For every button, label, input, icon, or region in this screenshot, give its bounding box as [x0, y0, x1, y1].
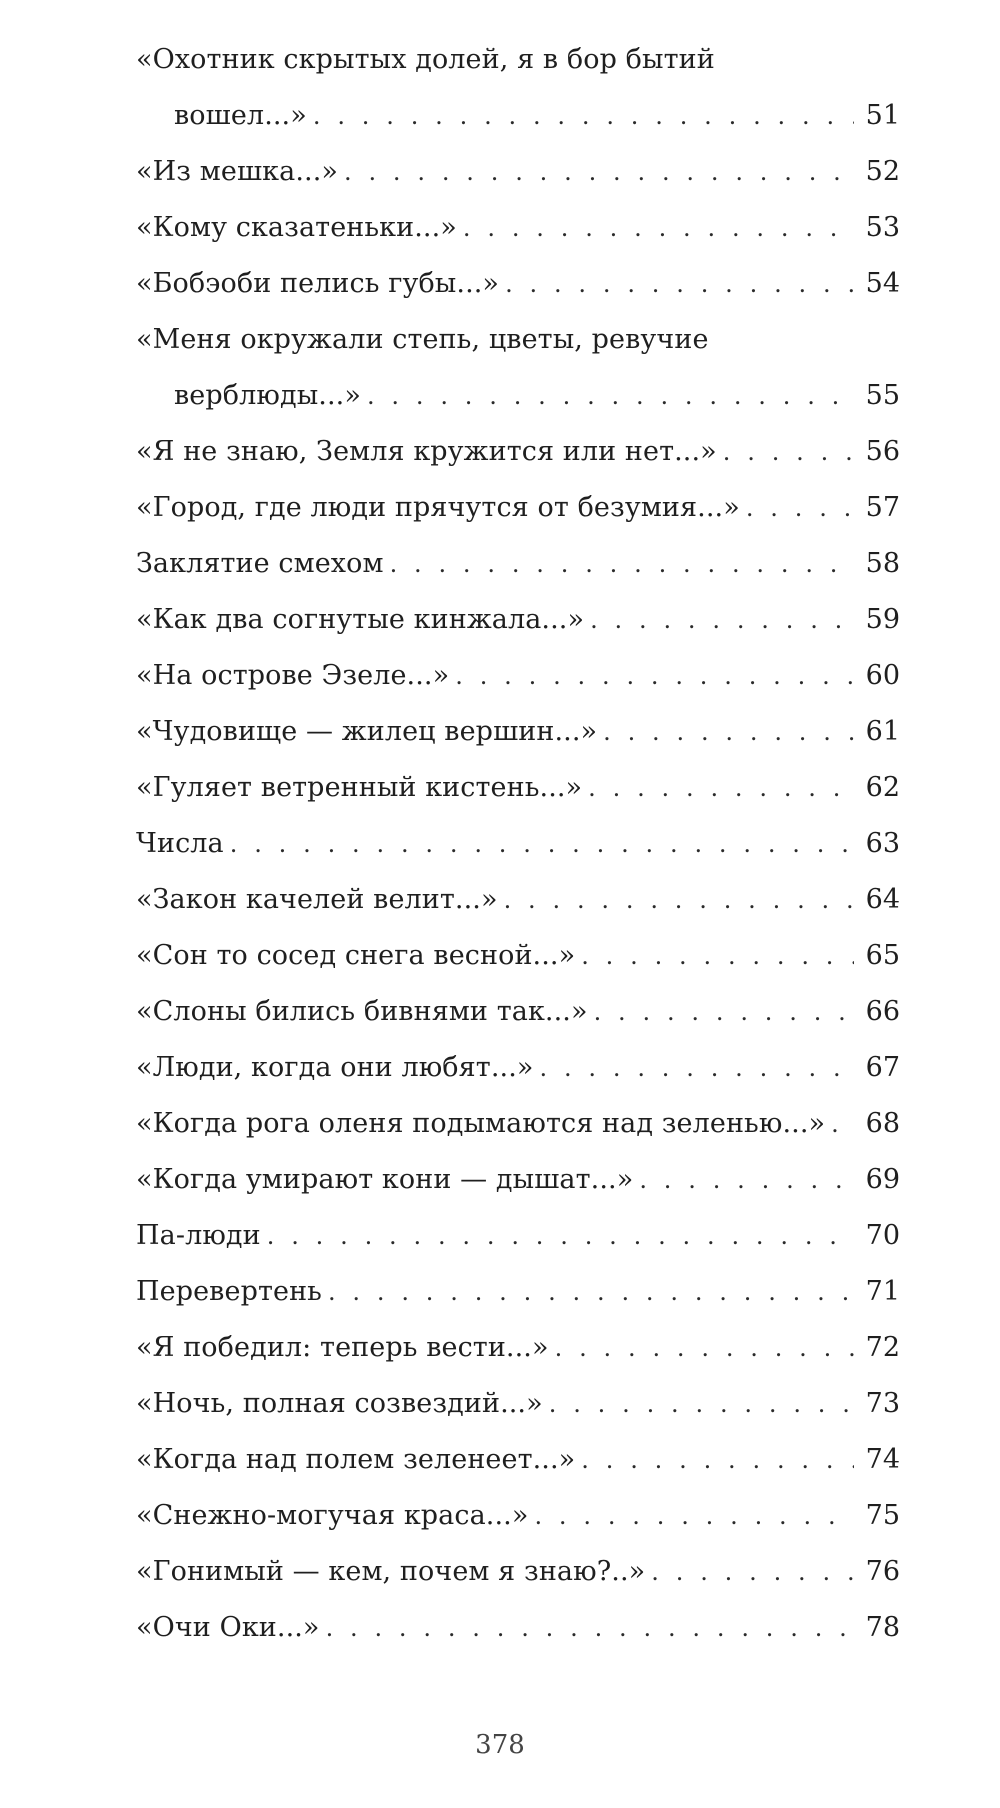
dot-leader	[651, 1544, 854, 1600]
toc-entry	[136, 1264, 900, 1320]
toc-entry-title: «Когда умирают кони — дышат...»	[136, 1164, 634, 1195]
toc-entry-page-number: 59	[865, 604, 900, 635]
toc-entry-line	[136, 872, 900, 928]
dot-leader	[504, 872, 854, 928]
toc-entry-line	[136, 1320, 900, 1376]
toc-entry-line	[136, 256, 900, 312]
toc-entry	[136, 200, 900, 256]
toc-entry-line	[136, 1152, 900, 1208]
toc-entry-line	[136, 648, 900, 704]
toc-entry-title: «Как два согнутые кинжала...»	[136, 604, 585, 635]
toc-entry-page-number: 58	[865, 548, 900, 579]
toc-entry-line	[136, 1040, 900, 1096]
toc-entry-title: «Очи Оки...»	[136, 1612, 320, 1643]
toc-entry-title: «Гонимый — кем, почем я знаю?..»	[136, 1556, 646, 1587]
toc-entry	[136, 424, 900, 480]
dot-leader	[267, 1208, 854, 1264]
dot-leader	[390, 536, 854, 592]
toc-entry-page-number: 69	[865, 1164, 900, 1195]
toc-entry-title: «Люди, когда они любят...»	[136, 1052, 534, 1083]
dot-leader	[723, 424, 854, 480]
toc-entry-title: «Ночь, полная созвездий...»	[136, 1388, 543, 1419]
toc-entry	[136, 1040, 900, 1096]
dot-leader	[746, 480, 854, 536]
toc-entry-title: «Когда рога оленя подымаются над зеленью...»	[136, 1108, 826, 1139]
toc-entry-title: Числа	[136, 828, 224, 859]
toc-entry	[136, 536, 900, 592]
toc-entry	[136, 1320, 900, 1376]
toc-entry	[136, 256, 900, 312]
toc-entry-title: «Слоны бились бивнями так...»	[136, 996, 588, 1027]
toc-entry	[136, 1376, 900, 1432]
toc-entry	[136, 144, 900, 200]
toc-entry-page-number: 76	[865, 1556, 900, 1587]
toc-entry-page-number: 56	[865, 436, 900, 467]
toc-entry	[136, 928, 900, 984]
toc-entry-page-number: 53	[865, 212, 900, 243]
dot-leader	[555, 1320, 854, 1376]
toc-entry-line	[136, 424, 900, 480]
toc-entry	[136, 1432, 900, 1488]
toc-entry-page-number: 74	[865, 1444, 900, 1475]
toc-entry-title: «Чудовище — жилец вершин...»	[136, 716, 598, 747]
dot-leader	[540, 1040, 854, 1096]
table-of-contents	[136, 32, 900, 1656]
toc-entry	[136, 32, 900, 144]
toc-entry-page-number: 52	[865, 156, 900, 187]
toc-entry	[136, 704, 900, 760]
toc-entry-title: «Гуляет ветренный кистень...»	[136, 772, 583, 803]
dot-leader	[603, 704, 854, 760]
dot-leader	[344, 144, 854, 200]
toc-entry-title: «Бобэоби пелись губы...»	[136, 268, 500, 299]
toc-entry-line	[136, 480, 900, 536]
toc-entry-title: «Я не знаю, Земля кружится или нет...»	[136, 436, 717, 467]
toc-entry	[136, 872, 900, 928]
toc-entry-page-number: 73	[865, 1388, 900, 1419]
page-number-footer: 378	[475, 1730, 525, 1760]
toc-entry-line	[136, 1600, 900, 1656]
toc-entry	[136, 1488, 900, 1544]
toc-entry	[136, 648, 900, 704]
toc-entry-title: «Сон то сосед снега весной...»	[136, 940, 576, 971]
toc-entry-page-number: 51	[865, 100, 900, 131]
toc-entry	[136, 1152, 900, 1208]
toc-entry-page-number: 72	[865, 1332, 900, 1363]
toc-entry-line	[136, 1208, 900, 1264]
toc-entry	[136, 984, 900, 1040]
toc-entry-page-number: 63	[865, 828, 900, 859]
toc-entry-title: «Снежно-могучая краса...»	[136, 1500, 529, 1531]
dot-leader	[549, 1376, 854, 1432]
toc-entry-line	[136, 200, 900, 256]
toc-entry-title: «Я победил: теперь вести...»	[136, 1332, 549, 1363]
dot-leader	[581, 1432, 854, 1488]
toc-entry-page-number: 64	[865, 884, 900, 915]
toc-entry-title: «Из мешка...»	[136, 156, 338, 187]
toc-entry-title: «На острове Эзеле...»	[136, 660, 450, 691]
toc-entry-page-number: 66	[865, 996, 900, 1027]
toc-entry-page-number: 71	[865, 1276, 900, 1307]
toc-entry-page-number: 60	[865, 660, 900, 691]
toc-entry-title: вошел...»	[174, 100, 307, 131]
toc-entry-line	[136, 32, 900, 88]
dot-leader	[831, 1096, 854, 1152]
toc-entry-line	[136, 1432, 900, 1488]
toc-entry-page-number: 68	[865, 1108, 900, 1139]
dot-leader	[594, 984, 854, 1040]
toc-entry	[136, 480, 900, 536]
toc-entry-page-number: 61	[865, 716, 900, 747]
dot-leader	[463, 200, 854, 256]
toc-entry-title: Перевертень	[136, 1276, 322, 1307]
toc-entry-title: Па-люди	[136, 1220, 261, 1251]
dot-leader	[534, 1488, 854, 1544]
toc-entry-line	[136, 1264, 900, 1320]
toc-entry-title: Заклятие смехом	[136, 548, 384, 579]
toc-entry-title: «Кому сказатеньки...»	[136, 212, 457, 243]
toc-entry-page-number: 78	[865, 1612, 900, 1643]
toc-entry-page-number: 55	[865, 380, 900, 411]
toc-entry-title: «Закон качелей велит...»	[136, 884, 498, 915]
toc-entry-line	[136, 1544, 900, 1600]
toc-entry	[136, 816, 900, 872]
toc-entry-line	[136, 1376, 900, 1432]
toc-entry-title: «Охотник скрытых долей, я в бор бытий	[136, 44, 715, 75]
toc-entry-page-number: 57	[865, 492, 900, 523]
toc-entry-title: «Когда над полем зеленеет...»	[136, 1444, 576, 1475]
dot-leader	[581, 928, 854, 984]
toc-entry	[136, 1096, 900, 1152]
toc-entry-line	[136, 312, 900, 368]
toc-entry	[136, 312, 900, 424]
toc-entry-page-number: 75	[865, 1500, 900, 1531]
toc-entry	[136, 760, 900, 816]
dot-leader	[590, 592, 854, 648]
toc-entry-page-number: 67	[865, 1052, 900, 1083]
dot-leader	[639, 1152, 854, 1208]
toc-entry-line	[136, 816, 900, 872]
toc-entry-continuation-line	[136, 88, 900, 144]
toc-entry-line	[136, 928, 900, 984]
toc-entry-page-number: 54	[865, 268, 900, 299]
toc-entry-title: «Город, где люди прячутся от безумия...»	[136, 492, 740, 523]
toc-entry-line	[136, 1096, 900, 1152]
toc-entry-title: «Меня окружали степь, цветы, ревучие	[136, 324, 709, 355]
toc-entry-line	[136, 704, 900, 760]
toc-entry-title: верблюды...»	[174, 380, 361, 411]
dot-leader	[588, 760, 854, 816]
toc-entry-continuation-line	[136, 368, 900, 424]
toc-entry-line	[136, 592, 900, 648]
dot-leader	[326, 1600, 854, 1656]
toc-entry	[136, 1208, 900, 1264]
toc-entry	[136, 592, 900, 648]
toc-entry-page-number: 65	[865, 940, 900, 971]
toc-entry-line	[136, 144, 900, 200]
toc-entry-line	[136, 760, 900, 816]
toc-entry-page-number: 62	[865, 772, 900, 803]
toc-entry-line	[136, 984, 900, 1040]
dot-leader	[328, 1264, 854, 1320]
toc-entry-line	[136, 1488, 900, 1544]
toc-entry	[136, 1600, 900, 1656]
dot-leader	[455, 648, 854, 704]
dot-leader	[230, 816, 854, 872]
toc-entry	[136, 1544, 900, 1600]
toc-entry-line	[136, 536, 900, 592]
toc-entry-page-number: 70	[865, 1220, 900, 1251]
dot-leader	[313, 88, 854, 144]
dot-leader	[367, 368, 854, 424]
dot-leader	[505, 256, 854, 312]
